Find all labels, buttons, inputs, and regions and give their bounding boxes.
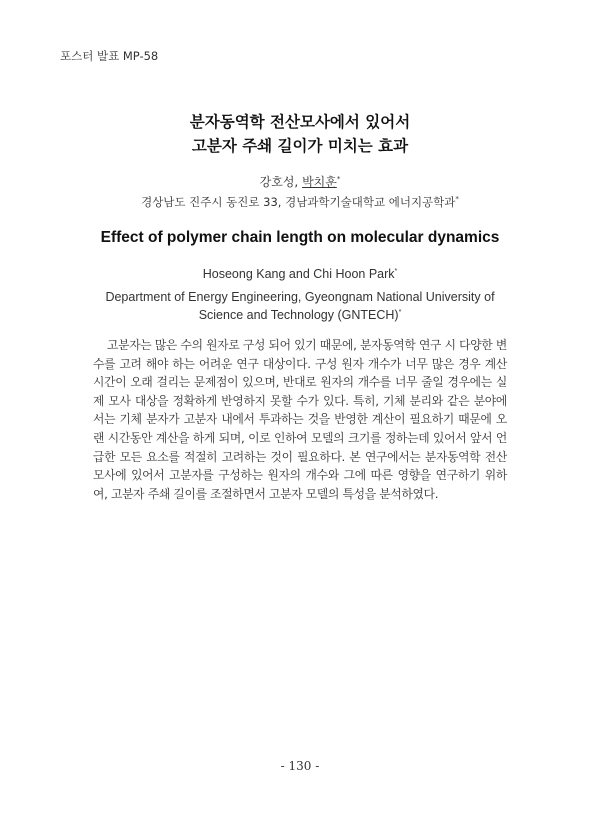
affiliation-mark: * [455, 195, 459, 204]
english-affiliation-line-1: Department of Energy Engineering, Gyeongnam National University of [105, 290, 495, 304]
english-affiliation [100, 288, 500, 324]
corresponding-mark: * [336, 175, 341, 183]
english-authors-text: Hoseong Kang and Chi Hoon Park [202, 267, 395, 281]
english-affiliation-mark: * [398, 308, 402, 316]
english-affiliation-line-2-text: Science and Technology (GNTECH) [198, 308, 399, 322]
english-title: Effect of polymer chain length on molecular dynamics [100, 229, 500, 246]
author-name-2: 박치훈 [302, 175, 337, 189]
korean-affiliation [0, 194, 600, 210]
korean-title-line-2: 고분자 주쇄 길이가 미치는 효과 [191, 137, 409, 155]
english-affiliation-line-2 [100, 306, 500, 324]
korean-title [0, 110, 600, 158]
korean-title-line-1: 분자동역학 전산모사에서 있어서 [189, 113, 411, 131]
english-authors-mark: * [394, 267, 398, 275]
session-tag: 포스터 발표 MP-58 [60, 49, 159, 63]
author-separator: , [294, 175, 303, 189]
author-name-1: 강호성 [259, 175, 295, 189]
english-authors [0, 267, 600, 281]
korean-affiliation-text: 경상남도 진주시 동진로 33, 경남과학기술대학교 에너지공학과 [141, 195, 456, 209]
korean-authors [0, 173, 600, 190]
abstract-paragraph: 고분자는 많은 수의 원자로 구성 되어 있기 때문에, 분자동역학 연구 시 다양한 변수를 고려 해야 하는 어려운 연구 대상이다. 구성 원자 개수가 너무 많은 경우 계산 시간이 오래 걸리는 문제점이 있으며, 반대로 원자의 개수를 너무 줄일 경우에는 실제 모사 대상을 정확하게 반영하지 못할 수가 있다. 특히, 기체 분리와 같은 분야에서는 기체 분자가 고분자 내에서 투과하는 것을 반영한 계산이 필요하기 때문에 오랜 시간동안 계산을 하게 되며, 이로 인하여 모델의 크기를 정하는데 있어서 앞서 언급한 모든 요소를 적절히 고려하는 것이 필요하다. 본 연구에서는 분자동역학 전산모사에 있어서 고분자를 구성하는 원자의 개수와 그에 따른 영향을 연구하기 위하여, 고분자 주쇄 길이를 조절하면서 고분자 모델의 특성을 분석하였다. [93, 338, 507, 501]
page-number: - 130 - [280, 759, 320, 773]
